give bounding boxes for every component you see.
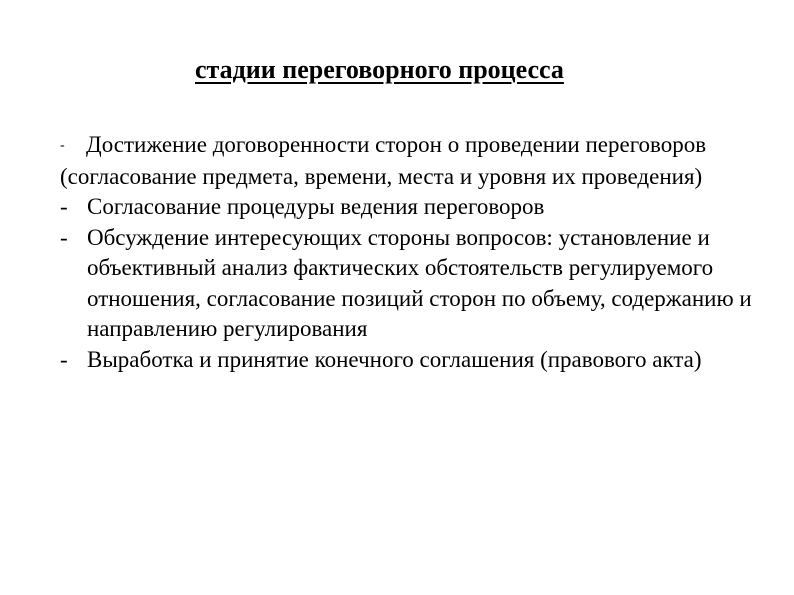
list-item-text: Достижение договоренности сторон о проведении переговоров (согласование предмета, времени, места и уровня их проведения) — [60, 132, 707, 189]
bullet-dash: - — [60, 346, 68, 372]
list-item-text: Выработка и принятие конечного соглашения (правового акта) — [87, 346, 702, 372]
bullet-dash: - — [60, 224, 68, 250]
stage-list — [60, 130, 760, 375]
list-item-text: Согласование процедуры ведения переговоров — [87, 194, 545, 219]
list-item — [60, 345, 760, 376]
list-item — [60, 223, 760, 345]
list-item-text: Обсуждение интересующих стороны вопросов: установление и объективный анализ фактических обстоятельств регулируемого отношения, согласование позиций сторон по объему, содержанию и направлению регулирования — [87, 224, 752, 341]
list-item — [60, 192, 760, 223]
list-item — [60, 130, 760, 192]
bullet-dash: - — [60, 138, 65, 153]
slide-title: стадии переговорного процесса — [195, 55, 564, 84]
bullet-dash: - — [60, 194, 68, 219]
